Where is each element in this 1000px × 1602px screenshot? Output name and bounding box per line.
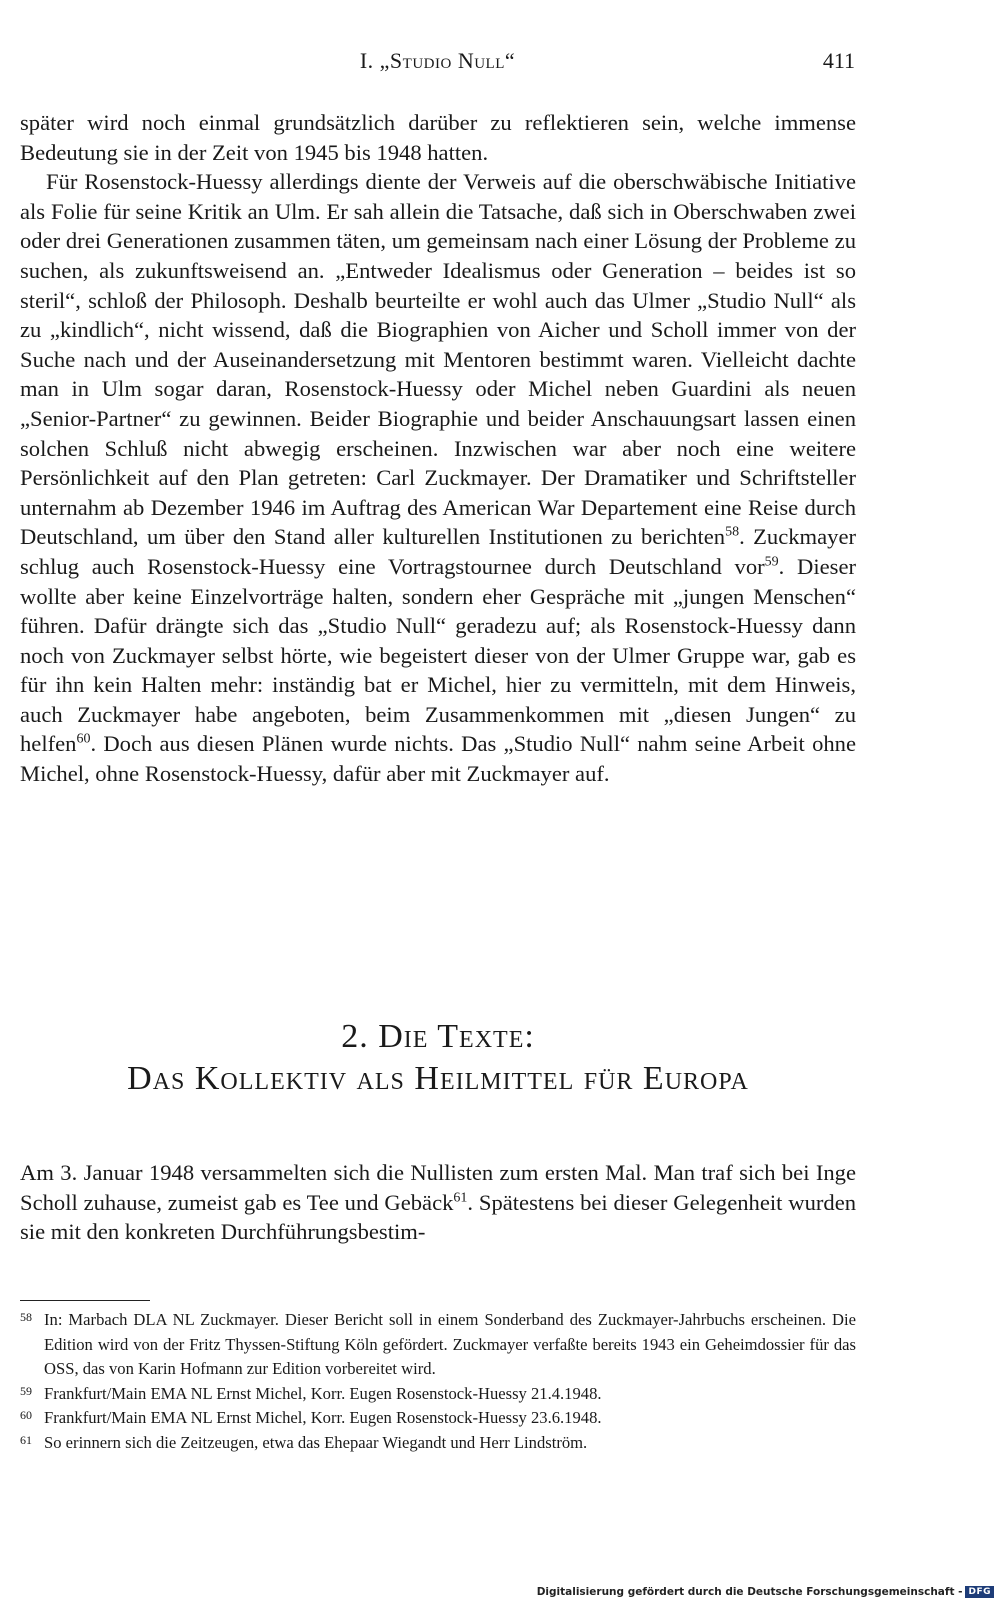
- paragraph: [20, 167, 856, 788]
- page-number: 411: [822, 48, 855, 73]
- footnote-divider: [20, 1300, 150, 1301]
- footnote: [20, 1382, 856, 1407]
- paragraph: [20, 1158, 856, 1247]
- running-title: I. „Studio Null“: [359, 48, 516, 73]
- footnote: [20, 1431, 856, 1456]
- paragraph-text: . Doch aus diesen Plänen wurde nichts. Das „Studio Null“ nahm seine Arbeit ohne Michel, ohne Rosenstock-Huessy, dafür aber mit Zuckmayer auf.: [20, 731, 856, 787]
- paragraph-text: Am 3. Januar 1948 versammelten sich die Nullisten zum ersten Mal. Man traf sich bei Inge Scholl zuhause, zumeist gab es Tee und Gebäck: [20, 1160, 856, 1215]
- footnote-ref-58[interactable]: 58: [725, 524, 740, 540]
- footnote-number: 61: [20, 1432, 32, 1447]
- footnotes: [20, 1308, 856, 1456]
- paragraph-text: . Spätestens bei dieser Gelegenheit wurden sie mit den konkreten Durchführungsbestim-: [20, 1189, 857, 1245]
- body-text: [20, 108, 856, 789]
- footnote-ref-59[interactable]: 59: [764, 554, 779, 570]
- footnote: [20, 1406, 856, 1431]
- section-text: [20, 1158, 856, 1247]
- running-header: [20, 46, 855, 78]
- footnote-text: In: Marbach DLA NL Zuckmayer. Dieser Bericht soll in einem Sonderband des Zuckmayer-Jahrbuchs erscheinen. Die Edition wird von der Fritz Thyssen-Stiftung Köln gefördert. Zuckmayer verfaßte bereits 1943 ein Geheimdossier für das OSS, das von Karin Hofmann zur Edition vorbereitet wird.: [44, 1310, 856, 1379]
- footnote-text: So erinnern sich die Zeitzeugen, etwa das Ehepaar Wiegandt und Herr Lindström.: [44, 1432, 588, 1452]
- digitization-credit: [537, 1586, 994, 1598]
- footnote-ref-60[interactable]: 60: [76, 731, 91, 747]
- paragraph-text: Für Rosenstock-Huessy allerdings diente der Verweis auf die oberschwäbische Initiative als Folie für seine Kritik an Ulm. Er sah allein die Tatsache, daß sich in Oberschwaben zwei oder drei Generationen zusammen täten, um gemeinsam nach einer Lösung der Probleme zu suchen, als zukunftsweisend an. „Entweder Idealismus oder Generation – beides ist so steril“, schloß der Philosoph. Deshalb beurteilte er wohl auch das Ulmer „Studio Null“ als zu „kindlich“, nicht wissend, daß die Biographien von Aicher und Scholl immer von der Suche nach und der Auseinandersetzung mit Mentoren bestimmt waren. Vielleicht dachte man in Ulm sogar daran, Rosenstock-Huessy oder Michel neben Guardini als neuen „Senior-Partner“ zu gewinnen. Beider Biographie und beider Anschauungsart lassen einen solchen Schluß nicht abwegig erscheinen. Inzwischen war aber noch eine weitere Persönlichkeit auf den Plan getreten: Carl Zuckmayer. Der Dramatiker und Schriftsteller unternahm ab Dezember 1946 im Auftrag des American War Departement eine Reise durch Deutschland, um über den Stand aller kulturellen Institutionen zu berichten: [20, 169, 856, 550]
- footnote-ref-61[interactable]: 61: [453, 1190, 468, 1206]
- paragraph: später wird noch einmal grundsätzlich darüber zu reflektieren sein, welche immense Bedeutung sie in der Zeit von 1945 bis 1948 hatten.: [20, 110, 856, 165]
- footnote-text: Frankfurt/Main EMA NL Ernst Michel, Korr. Eugen Rosenstock-Huessy 23.6.1948.: [44, 1408, 602, 1428]
- paragraph-text: . Zuckmayer schlug auch Rosenstock-Huessy eine Vortragstournee durch Deutschland vor: [20, 524, 857, 579]
- paragraph-text: . Dieser wollte aber keine Einzelvorträge halten, sondern eher Gespräche mit „jungen Menschen“ führen. Dafür drängte sich das „Studio Null“ geradezu auf; als Rosenstock-Huessy dann noch von Zuckmayer selbst hörte, wie begeistert dieser von der Ulmer Gruppe war, gab es für ihn kein Halten mehr: inständig bat er Michel, hier zu vermitteln, mit dem Hinweis, auch Zuckmayer habe angeboten, beim Zusammenkommen mit „diesen Jungen“ zu helfen: [20, 553, 856, 757]
- footnote-number: 59: [20, 1383, 32, 1398]
- footnote-text: Frankfurt/Main EMA NL Ernst Michel, Korr. Eugen Rosenstock-Huessy 21.4.1948.: [44, 1383, 602, 1403]
- credit-text: Digitalisierung gefördert durch die Deutsche Forschungsgemeinschaft -: [536, 1586, 963, 1598]
- section-heading-line-1: 2. Die Texte:: [341, 1018, 535, 1055]
- footnote: [20, 1308, 856, 1382]
- footnote-number: 60: [20, 1408, 32, 1423]
- section-heading: [20, 1016, 856, 1100]
- section-heading-line-2: Das Kollektiv als Heilmittel für Europa: [127, 1060, 749, 1097]
- dfg-logo[interactable]: DFG: [965, 1586, 994, 1598]
- footnote-number: 58: [20, 1310, 32, 1324]
